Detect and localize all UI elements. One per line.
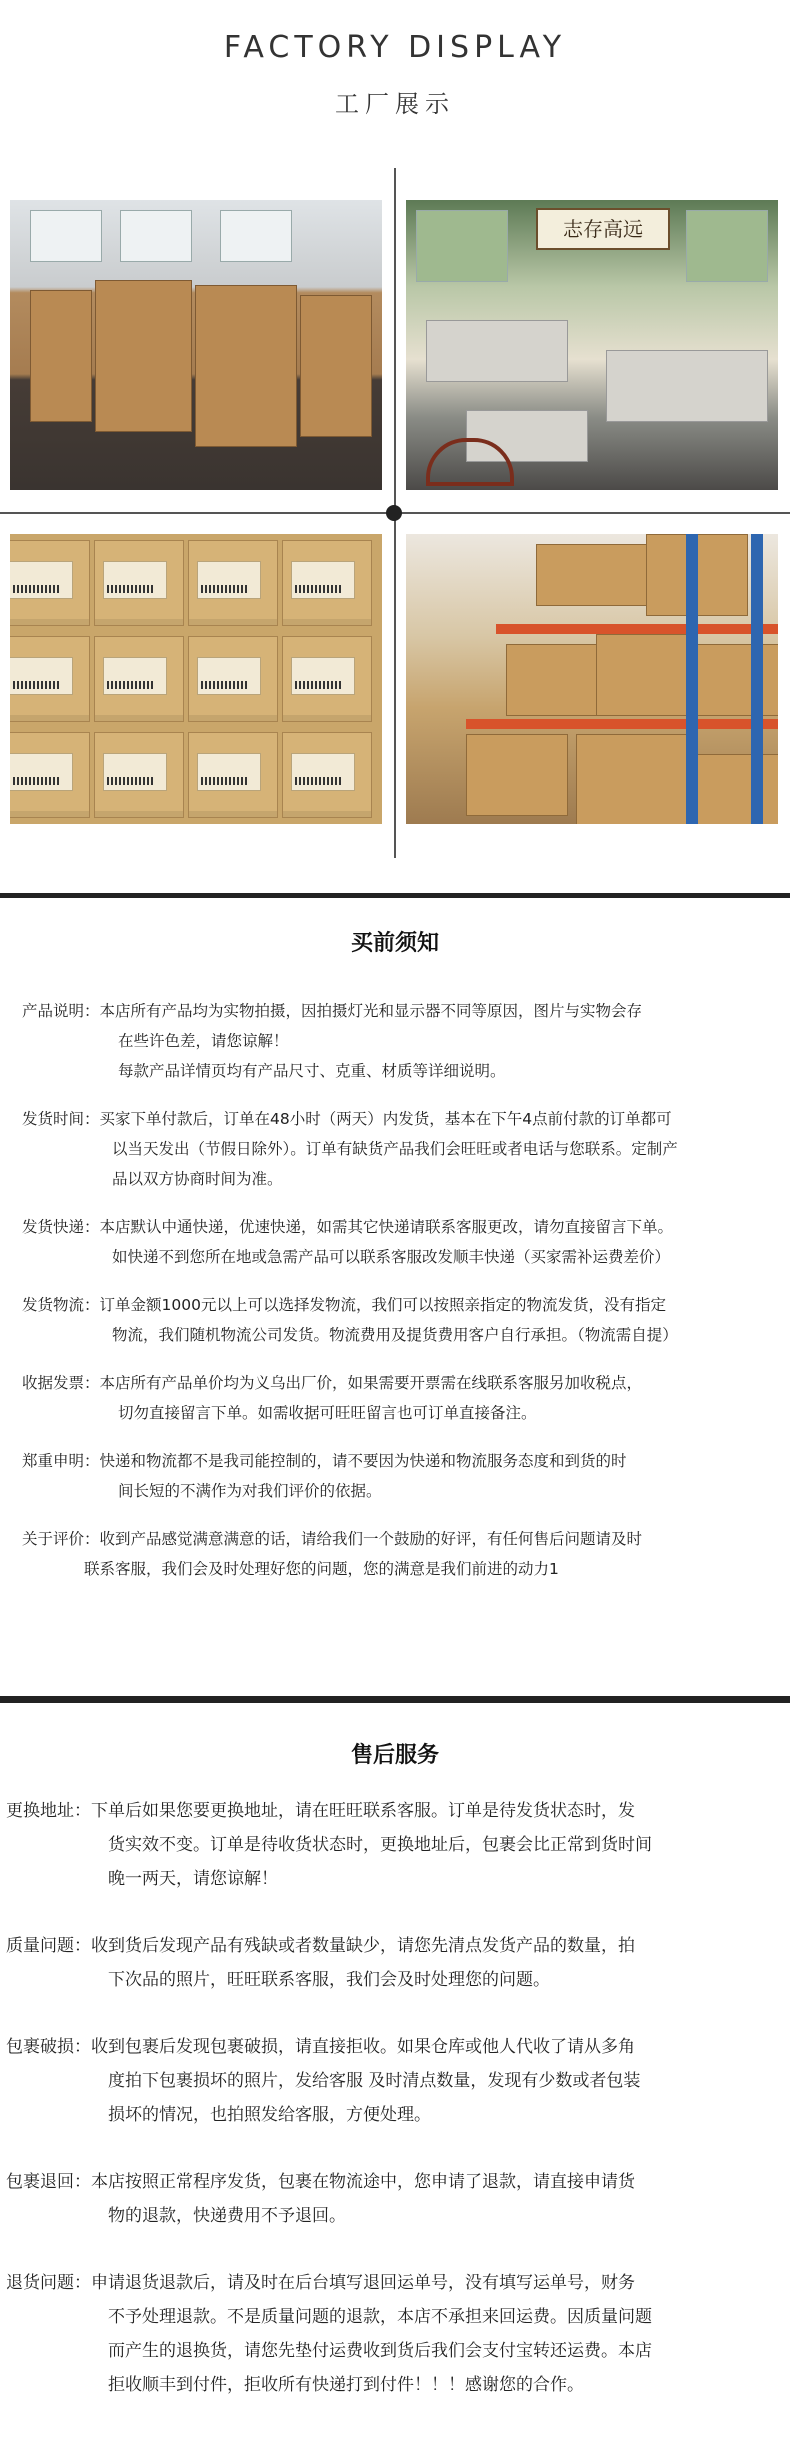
after-item-change-address [6,1794,784,1896]
notice-text: 本店所有产品单价均为义乌出厂价，如果需要开票需在线联系客服另加收税点， [99,1374,643,1392]
notice-text: 买家下单付款后，订单在48小时（两天）内发货，基本在下午4点前付款的订单都可 [99,1110,672,1128]
after-text: 物的退款，快递费用不予退回。 [108,2206,346,2226]
page-header [0,0,790,140]
after-text: 度拍下包裹损坏的照片，发给客服 及时清点数量，发现有少数或者包装 [108,2071,641,2091]
notice-item-invoice [22,1368,772,1428]
notice-text: 本店默认中通快递，优速快递，如需其它快递请联系客服更改，请勿直接留言下单。 [99,1218,674,1236]
notice-label: 发货物流： [22,1296,100,1314]
notice-title: 买前须知 [350,931,439,956]
shelving-photo [406,534,778,824]
notice-text: 物流，我们随机物流公司发货。物流费用及提货费用客户自行承担。（物流需自提） [112,1326,678,1344]
notice-text: 订单金额1000元以上可以选择发物流，我们可以按照亲指定的物流发货，没有指定 [99,1296,666,1314]
after-text: 拒收顺丰到付件，拒收所有快递打到付件！！！感谢您的合作。 [108,2375,584,2395]
after-item-package-damage [6,2030,784,2132]
notice-item-product-description [22,996,772,1086]
after-item-quality [6,1929,784,1997]
notice-text: 收到产品感觉满意满意的话，请给我们一个鼓励的好评，有任何售后问题请及时 [99,1530,643,1548]
factory-photo-grid [0,160,790,860]
after-text: 晚一两天，请您谅解！ [108,1869,278,1889]
divider-center-dot [386,505,402,521]
office-photo [406,200,778,490]
notice-label: 产品说明： [22,1002,100,1020]
notice-item-logistics [22,1290,772,1350]
notice-label: 收据发票： [22,1374,100,1392]
notice-item-review [22,1524,772,1584]
notice-text: 快递和物流都不是我司能控制的，请不要因为快递和物流服务态度和到货的时 [99,1452,627,1470]
notice-text: 本店所有产品均为实物拍摄，因拍摄灯光和显示器不同等原因，图片与实物会存 [99,1002,643,1020]
notice-item-declaration [22,1446,772,1506]
after-text: 而产生的退换货，请您先垫付运费收到货后我们会支付宝转还运费。本店 [108,2341,652,2361]
notice-text: 联系客服，我们会及时处理好您的问题，您的满意是我们前进的动力1 [84,1560,559,1578]
after-text: 本店按照正常程序发货，包裹在物流途中，您申请了退款，请直接申请货 [91,2172,635,2192]
notice-text: 在些许色差，请您谅解！ [118,1032,289,1050]
after-label: 更换地址： [6,1801,91,1821]
notice-label: 郑重申明： [22,1452,100,1470]
after-sales-title: 售后服务 [350,1743,439,1768]
after-text: 货实效不变。订单是待收货状态时，更换地址后，包裹会比正常到货时间 [108,1835,652,1855]
after-item-return-goods [6,2266,784,2402]
notice-label: 发货时间： [22,1110,100,1128]
after-label: 退货问题： [6,2273,91,2293]
after-text: 下单后如果您要更换地址，请在旺旺联系客服。订单是待发货状态时，发 [91,1801,635,1821]
after-text: 下次品的照片，旺旺联系客服，我们会及时处理您的问题。 [108,1970,550,1990]
after-text: 申请退货退款后，请及时在后台填写退回运单号，没有填写运单号，财务 [91,2273,635,2293]
title-chinese: 工厂展示 [335,90,455,118]
after-text: 损坏的情况，也拍照发给客服，方便处理。 [108,2105,431,2125]
after-item-package-return [6,2165,784,2233]
notice-text: 品以双方协商时间为准。 [112,1170,283,1188]
office-sign: 志存高远 [536,208,670,250]
notice-text: 切勿直接留言下单。如需收据可旺旺留言也可订单直接备注。 [118,1404,537,1422]
warehouse-photo [10,200,382,490]
notice-text: 以当天发出（节假日除外）。订单有缺货产品我们会旺旺或者电话与您联系。定制产 [112,1140,678,1158]
notice-text: 如快递不到您所在地或急需产品可以联系客服改发顺丰快递（买家需补运费差价） [112,1248,671,1266]
after-text: 收到包裹后发现包裹破损，请直接拒收。如果仓库或他人代收了请从多角 [91,2037,635,2057]
after-text: 不予处理退款。不是质量问题的退款，本店不承担来回运费。因质量问题 [108,2307,652,2327]
notice-text: 每款产品详情页均有产品尺寸、克重、材质等详细说明。 [118,1062,506,1080]
notice-item-courier [22,1212,772,1272]
after-label: 包裹退回： [6,2172,91,2192]
after-text: 收到货后发现产品有残缺或者数量缺少，请您先清点发货产品的数量，拍 [91,1936,635,1956]
boxes-closeup-photo [10,534,382,824]
notice-label: 发货快递： [22,1218,100,1236]
after-label: 包裹破损： [6,2037,91,2057]
purchase-notice-panel [0,893,790,1703]
after-label: 质量问题： [6,1936,91,1956]
title-english: FACTORY DISPLAY [223,30,567,65]
notice-text: 间长短的不满作为对我们评价的依据。 [118,1482,382,1500]
notice-item-shipping-time [22,1104,772,1194]
notice-label: 关于评价： [22,1530,100,1548]
